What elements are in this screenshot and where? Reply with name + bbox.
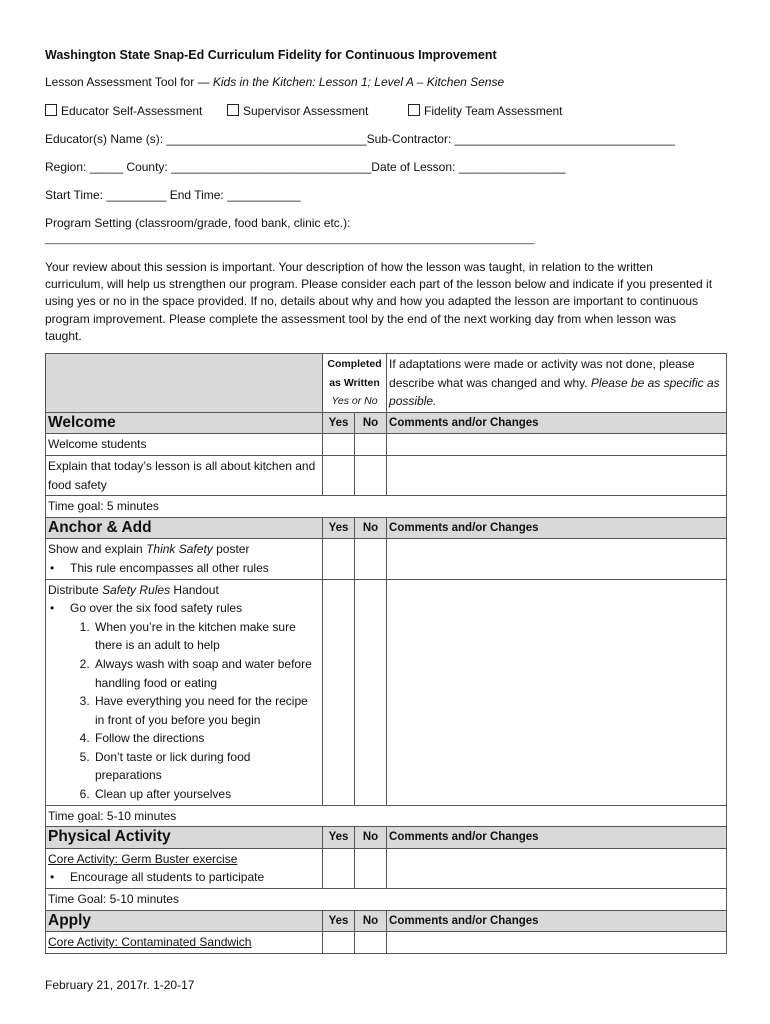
yes-cell[interactable] <box>323 932 355 954</box>
program-setting-label: Program Setting (classroom/grade, food bank, clinic etc.): <box>45 216 351 230</box>
section-title: Physical Activity <box>46 827 323 849</box>
section-header-welcome <box>46 412 727 434</box>
activity-cell: Core Activity: Germ Buster exercise • Encourage all students to participate <box>46 848 323 888</box>
yes-cell[interactable] <box>323 539 355 579</box>
table-row <box>46 805 727 827</box>
no-cell[interactable] <box>355 455 387 495</box>
intro-paragraph: Your review about this session is important. Your description of how the lesson was taught, in relation to the written curriculum, will help us strengthen our program. Please consider each part of the lesson below and indicate if you presented it using yes or no in the space provided. If no, details about why and how you adapted the lesson are important to continuous program improvement. Please complete the assessment tool by the end of the next working day from when lesson was taught. <box>45 260 713 343</box>
option-label: Educator Self-Assessment <box>61 104 203 118</box>
table-header-row <box>46 354 727 413</box>
assessment-table <box>45 353 727 954</box>
comments-header: Comments and/or Changes <box>387 910 727 932</box>
assessment-type-row <box>45 104 202 118</box>
section-title: Anchor & Add <box>46 517 323 539</box>
footer-date: February 21, 2017r. 1-20-17 <box>45 978 195 992</box>
yes-header: Yes <box>323 910 355 932</box>
no-cell[interactable] <box>355 579 387 805</box>
list-item: 4. Follow the directions <box>93 729 320 748</box>
list-item: • This rule encompasses all other rules <box>48 559 320 578</box>
no-cell[interactable] <box>355 848 387 888</box>
yes-cell[interactable] <box>323 434 355 456</box>
safety-rules-list <box>48 618 320 804</box>
activity-cell: Core Activity: Contaminated Sandwich <box>46 932 323 954</box>
start-end-time-field[interactable]: Start Time: _________ End Time: ___________ <box>45 188 301 202</box>
yes-header: Yes <box>323 827 355 849</box>
time-goal-cell: Time Goal: 5-10 minutes <box>46 889 727 911</box>
checkbox-icon[interactable] <box>45 104 57 116</box>
document-title: Washington State Snap-Ed Curriculum Fidelity for Continuous Improvement <box>45 48 497 62</box>
list-item: • Encourage all students to participate <box>48 868 320 887</box>
yes-cell[interactable] <box>323 455 355 495</box>
yes-cell[interactable] <box>323 848 355 888</box>
time-goal-cell: Time goal: 5-10 minutes <box>46 805 727 827</box>
fidelity-team-assessment-option[interactable] <box>408 104 563 118</box>
section-header-anchor-add <box>46 517 727 539</box>
blank-header-cell <box>46 354 323 413</box>
yes-header: Yes <box>323 412 355 434</box>
comments-cell[interactable] <box>387 932 727 954</box>
comments-cell[interactable] <box>387 455 727 495</box>
yes-header: Yes <box>323 517 355 539</box>
option-label: Supervisor Assessment <box>243 104 369 118</box>
no-cell[interactable] <box>355 539 387 579</box>
table-row <box>46 579 727 805</box>
comments-header: Comments and/or Changes <box>387 517 727 539</box>
educator-name-field[interactable]: Educator(s) Name (s): ______________________________Sub-Contractor: _________________________________ <box>45 132 675 146</box>
checkbox-icon[interactable] <box>408 104 420 116</box>
educator-self-assessment-option[interactable] <box>45 104 202 118</box>
comments-cell[interactable] <box>387 434 727 456</box>
no-cell[interactable] <box>355 932 387 954</box>
comments-header: Comments and/or Changes <box>387 412 727 434</box>
completed-header: Completed as Written Yes or No <box>323 354 387 413</box>
table-row <box>46 848 727 888</box>
table-row <box>46 932 727 954</box>
table-row <box>46 455 727 495</box>
activity-cell: Show and explain Think Safety poster • This rule encompasses all other rules <box>46 539 323 579</box>
activity-cell: Explain that today’s lesson is all about kitchen and food safety <box>46 455 323 495</box>
list-item: 1. When you’re in the kitchen make sure there is an adult to help <box>93 618 320 655</box>
comments-cell[interactable] <box>387 579 727 805</box>
activity-cell: Welcome students <box>46 434 323 456</box>
list-item: • Go over the six food safety rules <box>48 599 320 618</box>
no-cell[interactable] <box>355 434 387 456</box>
list-item: 3. Have everything you need for the recipe in front of you before you begin <box>93 692 320 729</box>
list-item: 2. Always wash with soap and water before handling food or eating <box>93 655 320 692</box>
time-goal-cell: Time goal: 5 minutes <box>46 496 727 518</box>
lesson-name: Kids in the Kitchen: Lesson 1; Level A – Kitchen Sense <box>212 75 505 89</box>
adaptations-header: If adaptations were made or activity was not done, please describe what was changed and why. Please be as specific as possible. <box>387 354 727 413</box>
table-row <box>46 434 727 456</box>
comments-header: Comments and/or Changes <box>387 827 727 849</box>
section-header-physical-activity <box>46 827 727 849</box>
no-header: No <box>355 827 387 849</box>
table-row <box>46 889 727 911</box>
no-header: No <box>355 910 387 932</box>
checkbox-icon[interactable] <box>227 104 239 116</box>
lesson-tool-line <box>45 75 504 89</box>
section-title: Apply <box>46 910 323 932</box>
list-item: 6. Clean up after yourselves <box>93 785 320 804</box>
section-title: Welcome <box>46 412 323 434</box>
no-header: No <box>355 517 387 539</box>
option-label: Fidelity Team Assessment <box>424 104 563 118</box>
yes-cell[interactable] <box>323 579 355 805</box>
region-county-date-field[interactable]: Region: _____ County: ______________________________Date of Lesson: ________________ <box>45 160 566 174</box>
section-header-apply <box>46 910 727 932</box>
list-item: 5. Don’t taste or lick during food preparations <box>93 748 320 785</box>
lesson-tool-prefix: Lesson Assessment Tool for — <box>45 75 213 89</box>
no-header: No <box>355 412 387 434</box>
table-row <box>46 496 727 518</box>
comments-cell[interactable] <box>387 539 727 579</box>
activity-cell: Distribute Safety Rules Handout • Go over the six food safety rules 1. When you’re in the kitchen make sure there is an adult to help 2. Always wash with soap and water before handling food or eating 3. Have everything you need for the recipe in front of you before you begin 4. Follow the directions 5. Don’t taste or lick during food preparations 6. Clean up after yourselves <box>46 579 323 805</box>
comments-cell[interactable] <box>387 848 727 888</box>
program-setting-field[interactable]: ________________________________________________________________________________________ <box>45 234 535 245</box>
supervisor-assessment-option[interactable] <box>227 104 368 118</box>
table-row <box>46 539 727 579</box>
